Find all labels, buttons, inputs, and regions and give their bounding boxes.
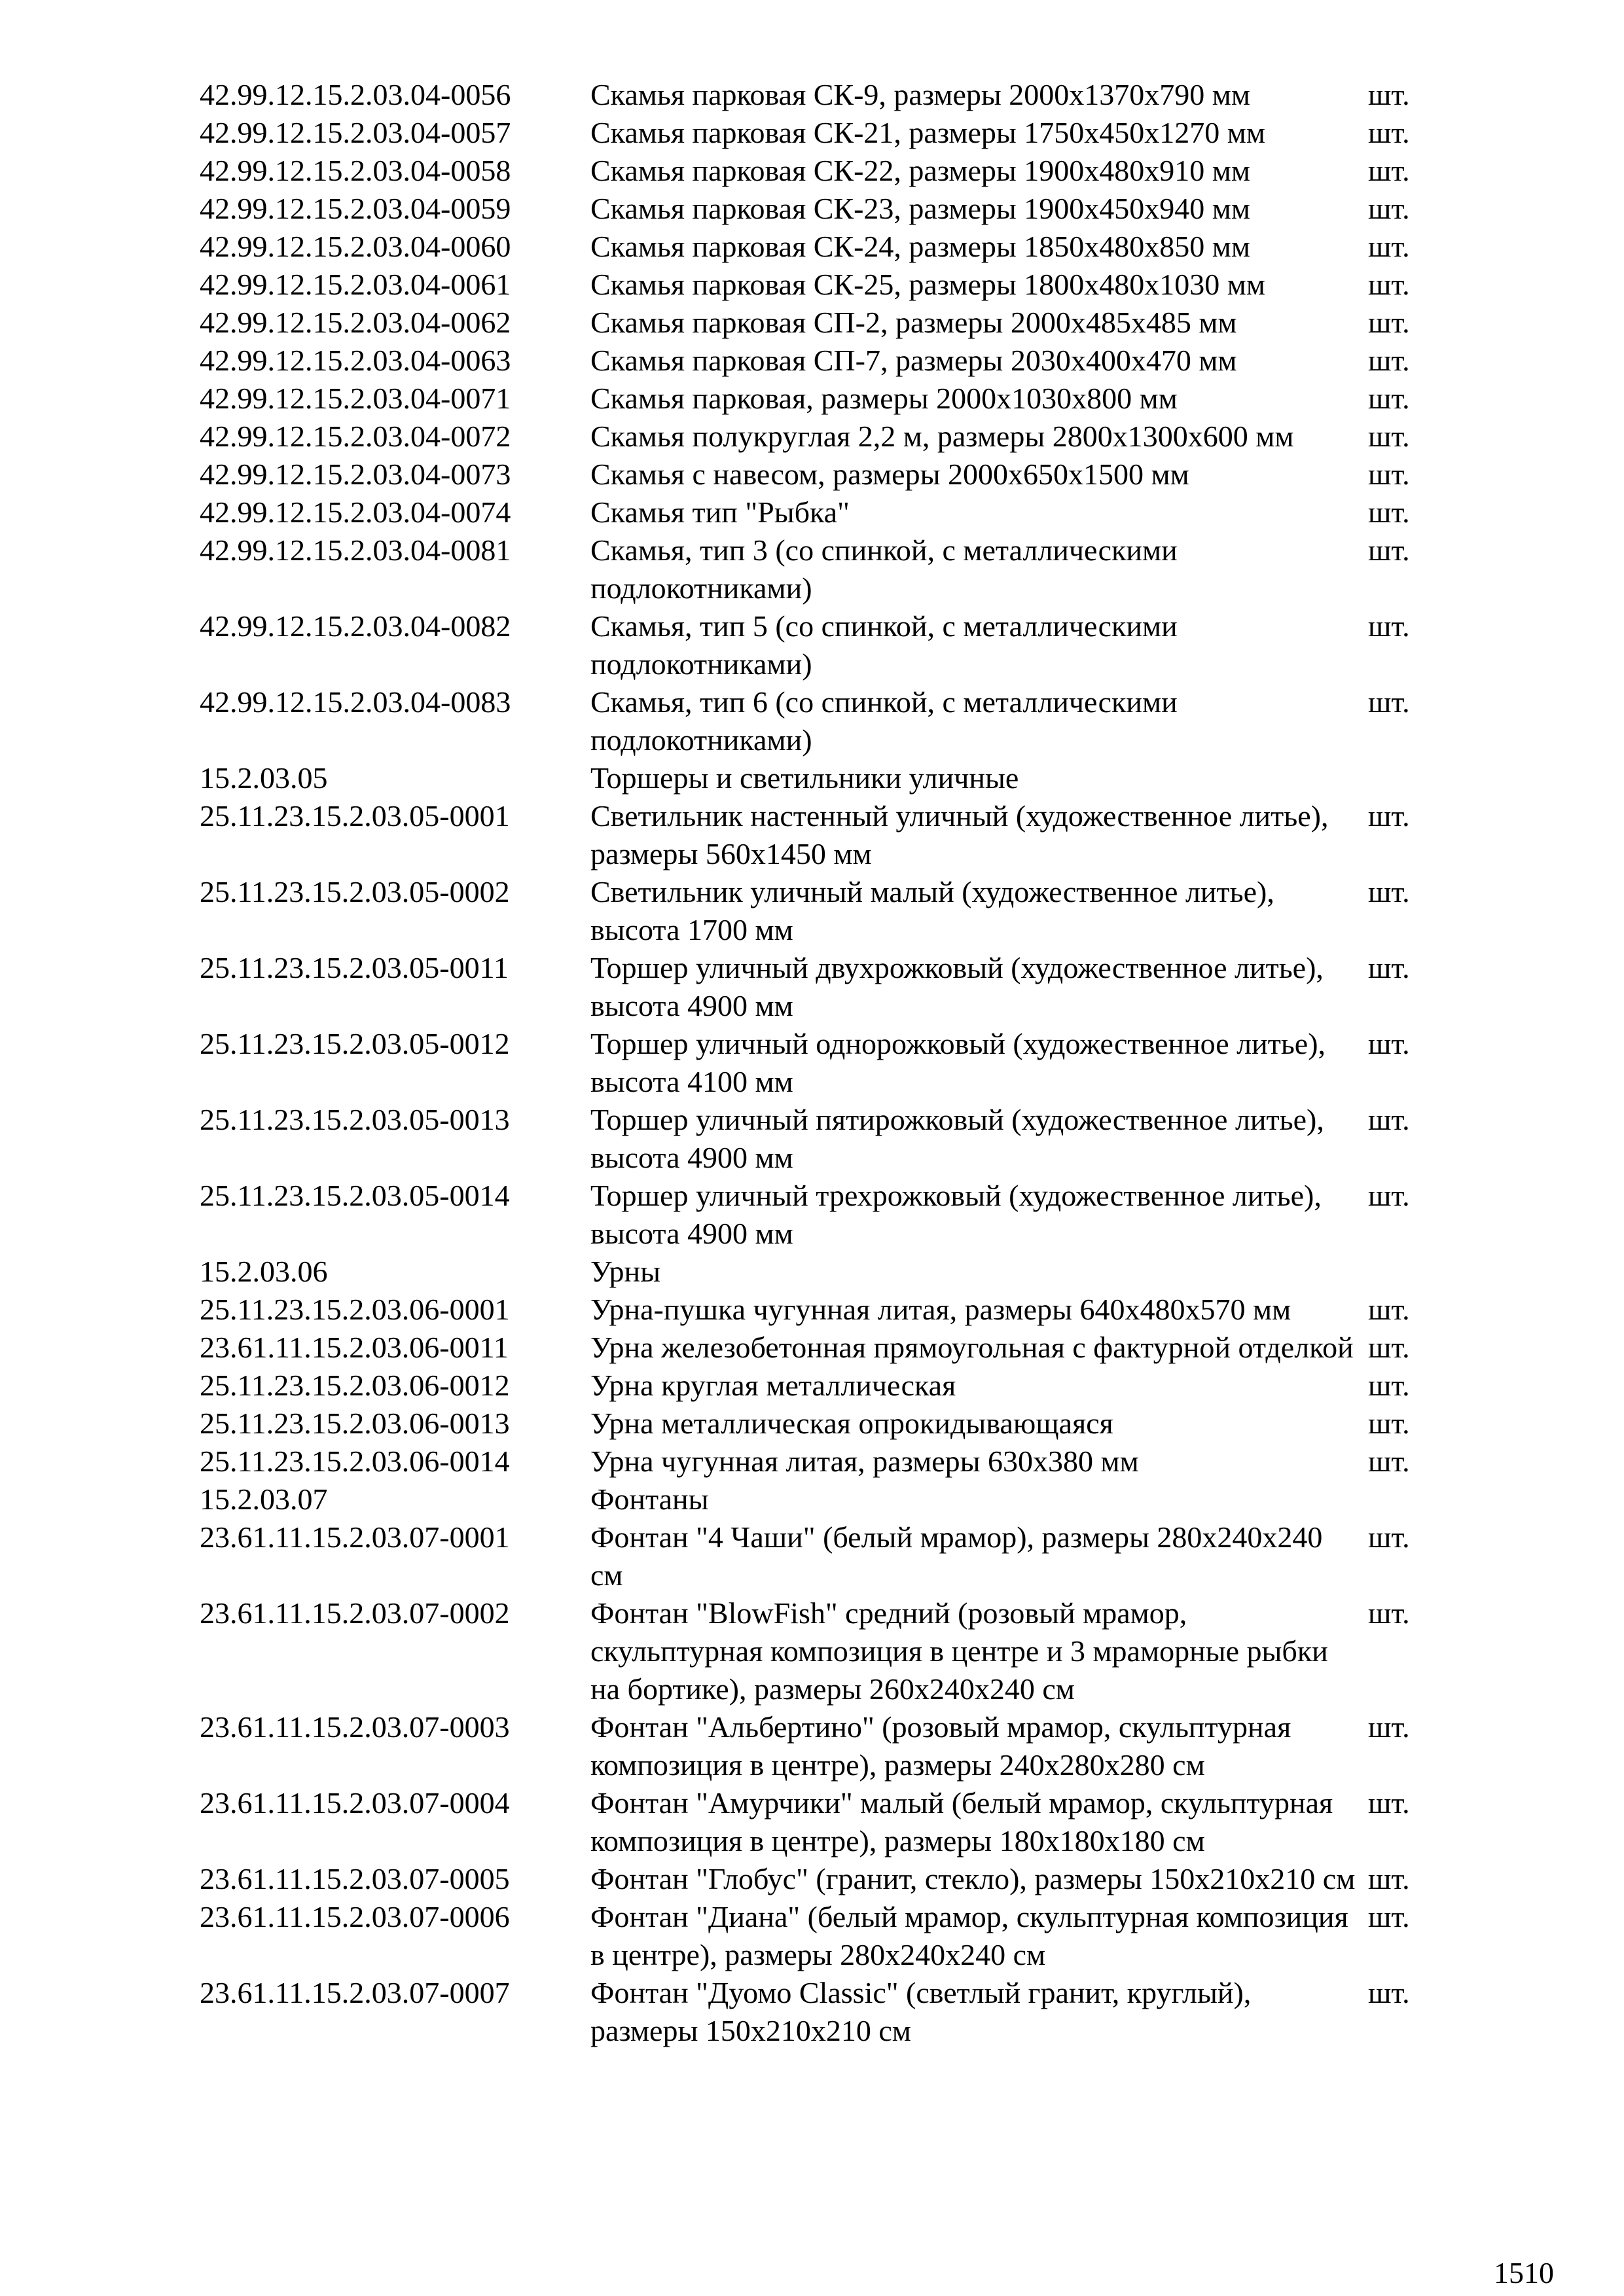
item-unit: шт.: [1368, 533, 1410, 567]
item-unit: шт.: [1368, 1900, 1410, 1933]
item-code: 42.99.12.15.2.03.04-0073: [200, 457, 511, 491]
item-name: Урна чугунная литая, размеры 630x380 мм: [590, 1444, 1139, 1478]
item-code: 15.2.03.07: [200, 1482, 328, 1516]
table-row: [200, 493, 1443, 531]
item-unit: шт.: [1368, 875, 1410, 908]
item-code: 42.99.12.15.2.03.04-0071: [200, 382, 511, 415]
item-code: 42.99.12.15.2.03.04-0072: [200, 420, 511, 453]
table-row: [200, 1443, 1443, 1480]
item-name: Фонтан "Дуомо Classic" (светлый гранит, круглый), размеры 150x210x210 см: [590, 1976, 1252, 2047]
item-name: Скамья парковая СК-25, размеры 1800x480x1030 мм: [590, 268, 1266, 301]
table-row: [200, 1898, 1443, 1974]
item-code: 42.99.12.15.2.03.04-0060: [200, 230, 511, 263]
item-code: 25.11.23.15.2.03.06-0014: [200, 1444, 510, 1478]
item-name: Торшеры и светильники уличные: [590, 761, 1019, 795]
item-unit: шт.: [1368, 306, 1410, 339]
item-name: Фонтан "Глобус" (гранит, стекло), размеры 150x210x210 см: [590, 1862, 1356, 1895]
item-name: Скамья парковая СК-22, размеры 1900x480x910 мм: [590, 154, 1251, 187]
table-row: [200, 152, 1443, 190]
item-code: 23.61.11.15.2.03.07-0006: [200, 1900, 510, 1933]
item-name: Торшер уличный однорожковый (художественное литье), высота 4100 мм: [590, 1027, 1326, 1098]
item-name: Урна металлическая опрокидывающаяся: [590, 1407, 1113, 1440]
item-unit: шт.: [1368, 1369, 1410, 1402]
item-code: 42.99.12.15.2.03.04-0083: [200, 685, 511, 719]
item-code: 42.99.12.15.2.03.04-0063: [200, 344, 511, 377]
item-code: 42.99.12.15.2.03.04-0059: [200, 192, 511, 225]
table-row: [200, 949, 1443, 1025]
item-name: Фонтан "Амурчики" малый (белый мрамор, скульптурная композиция в центре), размеры 180x180x180 см: [590, 1786, 1333, 1857]
item-code: 23.61.11.15.2.03.07-0003: [200, 1710, 510, 1744]
table-row: [200, 1291, 1443, 1329]
item-unit: шт.: [1368, 685, 1410, 719]
table-row: [200, 531, 1443, 607]
item-name: Торшер уличный трехрожковый (художественное литье), высота 4900 мм: [590, 1179, 1322, 1250]
item-unit: шт.: [1368, 344, 1410, 377]
item-name: Скамья парковая СП-2, размеры 2000x485x485 мм: [590, 306, 1237, 339]
item-code: 23.61.11.15.2.03.07-0005: [200, 1862, 510, 1895]
table-row: [200, 114, 1443, 152]
page-number: 1510: [1494, 2256, 1554, 2289]
table-row: [200, 797, 1443, 873]
table-row: [200, 1518, 1443, 1594]
item-unit: шт.: [1368, 1179, 1410, 1212]
table-row: [200, 76, 1443, 114]
item-unit: шт.: [1368, 154, 1410, 187]
item-unit: шт.: [1368, 268, 1410, 301]
item-code: 23.61.11.15.2.03.06-0011: [200, 1331, 509, 1364]
item-name: Скамья парковая СП-7, размеры 2030x400x470 мм: [590, 344, 1237, 377]
item-unit: шт.: [1368, 1027, 1410, 1060]
item-unit: шт.: [1368, 495, 1410, 529]
item-code: 42.99.12.15.2.03.04-0062: [200, 306, 511, 339]
item-code: 23.61.11.15.2.03.07-0007: [200, 1976, 510, 2009]
item-name: Скамья, тип 5 (со спинкой, с металлическими подлокотниками): [590, 609, 1178, 681]
item-name: Фонтан "Диана" (белый мрамор, скульптурная композиция в центре), размеры 280x240x240 см: [590, 1900, 1348, 1971]
item-name: Скамья, тип 6 (со спинкой, с металлическими подлокотниками): [590, 685, 1178, 757]
item-name: Фонтан "4 Чаши" (белый мрамор), размеры 280x240x240 см: [590, 1520, 1323, 1592]
table-row: [200, 418, 1443, 456]
table-row: [200, 683, 1443, 759]
item-name: Скамья парковая СК-24, размеры 1850x480x850 мм: [590, 230, 1251, 263]
item-unit: шт.: [1368, 192, 1410, 225]
table-row: [200, 1405, 1443, 1443]
table-row: [200, 1594, 1443, 1708]
table-row: [200, 456, 1443, 493]
item-name: Скамья с навесом, размеры 2000x650x1500 мм: [590, 457, 1189, 491]
item-unit: шт.: [1368, 1444, 1410, 1478]
table-row: [200, 1101, 1443, 1177]
item-name: Светильник настенный уличный (художественное литье), размеры 560x1450 мм: [590, 799, 1329, 870]
item-unit: шт.: [1368, 1596, 1410, 1630]
item-name: Скамья парковая СК-23, размеры 1900x450x940 мм: [590, 192, 1251, 225]
table-row: [200, 1860, 1443, 1898]
item-name: Фонтан "Альбертино" (розовый мрамор, скульптурная композиция в центре), размеры 240x280x280 см: [590, 1710, 1291, 1782]
item-unit: шт.: [1368, 1103, 1410, 1136]
table-row: [200, 1025, 1443, 1101]
table-row: [200, 873, 1443, 949]
item-code: 25.11.23.15.2.03.05-0002: [200, 875, 510, 908]
item-code: 15.2.03.05: [200, 761, 328, 795]
item-unit: шт.: [1368, 609, 1410, 643]
item-code: 23.61.11.15.2.03.07-0004: [200, 1786, 510, 1820]
table-row: [200, 1177, 1443, 1253]
table-row: [200, 380, 1443, 418]
item-code: 42.99.12.15.2.03.04-0082: [200, 609, 511, 643]
item-code: 25.11.23.15.2.03.05-0012: [200, 1027, 510, 1060]
table-row: [200, 304, 1443, 342]
item-unit: шт.: [1368, 1862, 1410, 1895]
item-unit: шт.: [1368, 116, 1410, 149]
item-code: 25.11.23.15.2.03.06-0001: [200, 1293, 510, 1326]
item-unit: шт.: [1368, 78, 1410, 111]
item-code: 42.99.12.15.2.03.04-0061: [200, 268, 511, 301]
item-unit: шт.: [1368, 1293, 1410, 1326]
item-unit: шт.: [1368, 382, 1410, 415]
item-name: Урны: [590, 1255, 661, 1288]
item-name: Скамья, тип 3 (со спинкой, с металлическими подлокотниками): [590, 533, 1178, 605]
item-code: 23.61.11.15.2.03.07-0002: [200, 1596, 510, 1630]
table-row: [200, 1708, 1443, 1784]
item-code: 25.11.23.15.2.03.06-0013: [200, 1407, 510, 1440]
item-name: Торшер уличный пятирожковый (художественное литье), высота 4900 мм: [590, 1103, 1324, 1174]
table-row: [200, 266, 1443, 304]
item-code: 42.99.12.15.2.03.04-0056: [200, 78, 511, 111]
table-row: [200, 1367, 1443, 1405]
table-row: [200, 1784, 1443, 1860]
item-name: Скамья парковая, размеры 2000x1030x800 мм: [590, 382, 1178, 415]
item-name: Урна-пушка чугунная литая, размеры 640x480x570 мм: [590, 1293, 1291, 1326]
item-code: 42.99.12.15.2.03.04-0058: [200, 154, 511, 187]
table-row: [200, 1974, 1443, 2050]
item-name: Урна железобетонная прямоугольная с фактурной отделкой: [590, 1331, 1354, 1364]
item-code: 42.99.12.15.2.03.04-0057: [200, 116, 511, 149]
item-name: Фонтан "BlowFish" средний (розовый мрамор, скульптурная композиция в центре и 3 мраморные рыбки на бортике), размеры 260x240x240 см: [590, 1596, 1328, 1706]
item-code: 15.2.03.06: [200, 1255, 328, 1288]
item-code: 25.11.23.15.2.03.06-0012: [200, 1369, 510, 1402]
item-unit: шт.: [1368, 799, 1410, 833]
item-code: 25.11.23.15.2.03.05-0013: [200, 1103, 510, 1136]
section-heading-row: [200, 1253, 1443, 1291]
item-unit: шт.: [1368, 1407, 1410, 1440]
table-row: [200, 342, 1443, 380]
item-code: 23.61.11.15.2.03.07-0001: [200, 1520, 510, 1554]
item-unit: шт.: [1368, 1331, 1410, 1364]
item-unit: шт.: [1368, 1786, 1410, 1820]
table-row: [200, 607, 1443, 683]
item-name: Урна круглая металлическая: [590, 1369, 956, 1402]
item-code: 42.99.12.15.2.03.04-0074: [200, 495, 511, 529]
item-name: Скамья парковая СК-21, размеры 1750x450x1270 мм: [590, 116, 1266, 149]
price-list-table: [200, 76, 1443, 2050]
item-name: Скамья полукруглая 2,2 м, размеры 2800x1300x600 мм: [590, 420, 1294, 453]
item-code: 25.11.23.15.2.03.05-0001: [200, 799, 510, 833]
table-row: [200, 1329, 1443, 1367]
item-unit: шт.: [1368, 1976, 1410, 2009]
item-name: Скамья парковая СК-9, размеры 2000x1370x790 мм: [590, 78, 1251, 111]
item-name: Светильник уличный малый (художественное литье), высота 1700 мм: [590, 875, 1274, 946]
item-name: Торшер уличный двухрожковый (художественное литье), высота 4900 мм: [590, 951, 1324, 1022]
item-code: 42.99.12.15.2.03.04-0081: [200, 533, 511, 567]
section-heading-row: [200, 759, 1443, 797]
item-unit: шт.: [1368, 230, 1410, 263]
item-unit: шт.: [1368, 420, 1410, 453]
item-unit: шт.: [1368, 1520, 1410, 1554]
item-unit: шт.: [1368, 951, 1410, 984]
item-name: Фонтаны: [590, 1482, 709, 1516]
item-code: 25.11.23.15.2.03.05-0014: [200, 1179, 510, 1212]
item-name: Скамья тип "Рыбка": [590, 495, 850, 529]
table-row: [200, 190, 1443, 228]
section-heading-row: [200, 1480, 1443, 1518]
table-row: [200, 228, 1443, 266]
item-code: 25.11.23.15.2.03.05-0011: [200, 951, 509, 984]
item-unit: шт.: [1368, 1710, 1410, 1744]
item-unit: шт.: [1368, 457, 1410, 491]
